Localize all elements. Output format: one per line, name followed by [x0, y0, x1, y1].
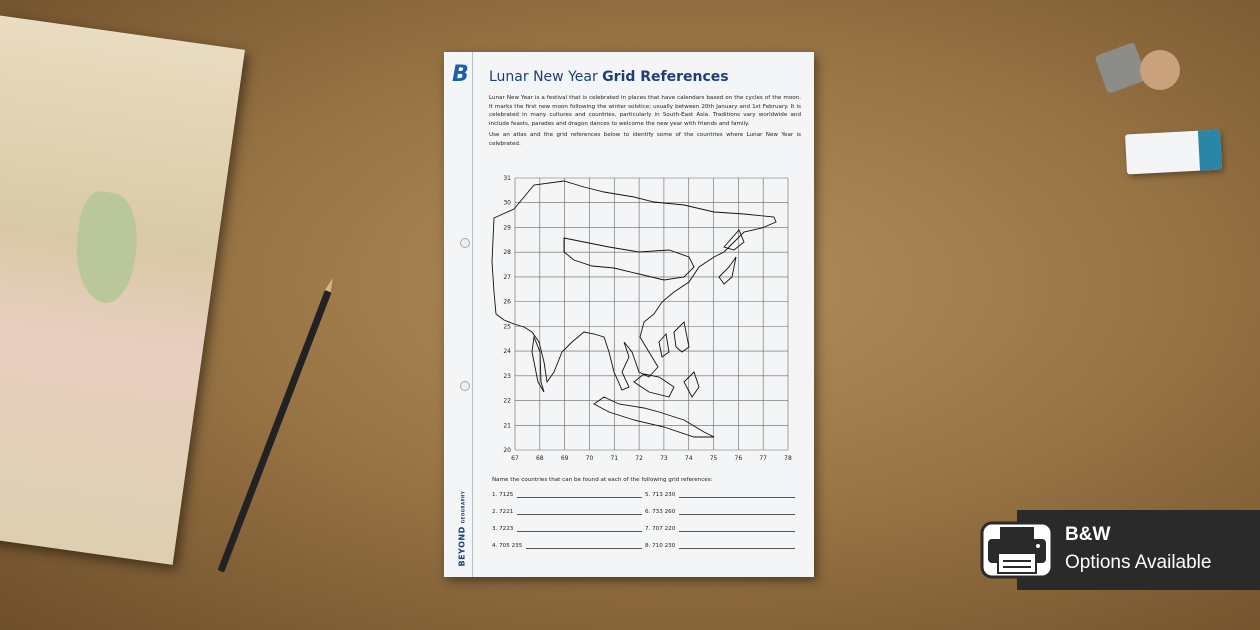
- title-light: Lunar New Year: [489, 69, 598, 85]
- x-tick-label: 69: [560, 455, 569, 462]
- answer-row: [492, 526, 642, 532]
- x-tick-label: 78: [784, 455, 792, 462]
- x-tick-label: 73: [660, 455, 668, 462]
- grid-map: [444, 52, 814, 472]
- answer-row: [645, 509, 795, 515]
- x-tick-label: 72: [635, 455, 643, 462]
- x-tick-label: 68: [535, 455, 544, 462]
- y-tick-label: 22: [503, 397, 511, 405]
- beyond-logo: B: [452, 62, 469, 87]
- x-tick-label: 76: [734, 455, 743, 462]
- y-tick-label: 23: [503, 372, 511, 380]
- y-tick-label: 25: [503, 323, 511, 331]
- answer-label: 3. 7223: [492, 526, 514, 532]
- answer-row: [492, 509, 642, 515]
- answer-row: [645, 543, 795, 549]
- x-tick-label: 75: [709, 455, 718, 462]
- question-text: Name the countries that can be found at each of the following grid references:: [492, 477, 713, 483]
- banner-subtitle: Options Available: [1065, 552, 1212, 573]
- x-tick-label: 74: [684, 455, 693, 462]
- x-tick-label: 77: [759, 455, 768, 462]
- answer-row: [492, 543, 642, 549]
- x-tick-label: 67: [511, 455, 519, 462]
- answer-label: 7. 707 220: [645, 526, 676, 532]
- intro-paragraph: Lunar New Year is a festival that is celebrated in places that have calendars based on the cycles of the moon. It marks the first new moon following the winter solstice; usually between 20th January and 1st February. It is celebrated in many cultures and countries, particularly in South-East Asia. Traditions vary worldwide and include feasts, parades and dragon dances to welcome the new year with friends and family.: [489, 95, 801, 127]
- y-tick-label: 31: [503, 175, 511, 182]
- asia-outline: [492, 181, 776, 437]
- answer-line[interactable]: [517, 509, 642, 515]
- answer-line[interactable]: [517, 492, 642, 498]
- brand-name: BEYOND: [457, 526, 467, 567]
- y-tick-label: 27: [503, 273, 511, 281]
- folded-map: [0, 15, 245, 565]
- answer-label: 5. 713 230: [645, 492, 676, 498]
- worksheet: [444, 52, 814, 577]
- answer-label: 4. 705 235: [492, 543, 523, 549]
- pencil: [217, 290, 331, 573]
- answer-label: 8. 710 230: [645, 543, 676, 549]
- brand-label: [458, 487, 467, 567]
- answer-label: 2. 7221: [492, 509, 514, 515]
- answer-label: 6. 733 260: [645, 509, 676, 515]
- y-tick-label: 26: [503, 298, 511, 306]
- brand-sub: GEOGRAPHY: [460, 490, 466, 524]
- answer-label: 1. 7125: [492, 492, 514, 498]
- printer-icon: [980, 517, 1054, 583]
- x-tick-label: 71: [610, 455, 619, 462]
- instruction-paragraph: Use an atlas and the grid references below to identify some of the countries where Lunar New Year is celebrated.: [489, 132, 801, 147]
- answer-line[interactable]: [679, 492, 795, 498]
- y-tick-label: 21: [503, 422, 511, 430]
- answer-line[interactable]: [679, 526, 795, 532]
- pencil-shavings: [1140, 50, 1180, 90]
- y-tick-label: 28: [503, 249, 511, 257]
- answer-line[interactable]: [517, 526, 642, 532]
- y-tick-label: 30: [503, 199, 511, 207]
- eraser: [1125, 130, 1222, 175]
- title-bold: Grid References: [602, 69, 729, 85]
- y-tick-label: 29: [503, 224, 511, 232]
- x-tick-label: 70: [585, 455, 594, 462]
- y-tick-label: 24: [503, 348, 511, 356]
- answer-row: [492, 492, 642, 498]
- answer-row: [645, 492, 795, 498]
- answer-row: [645, 526, 795, 532]
- answer-line[interactable]: [679, 509, 795, 515]
- answer-line[interactable]: [679, 543, 795, 549]
- y-tick-label: 20: [503, 447, 511, 454]
- answer-line[interactable]: [526, 543, 642, 549]
- banner-title: B&W: [1065, 524, 1111, 545]
